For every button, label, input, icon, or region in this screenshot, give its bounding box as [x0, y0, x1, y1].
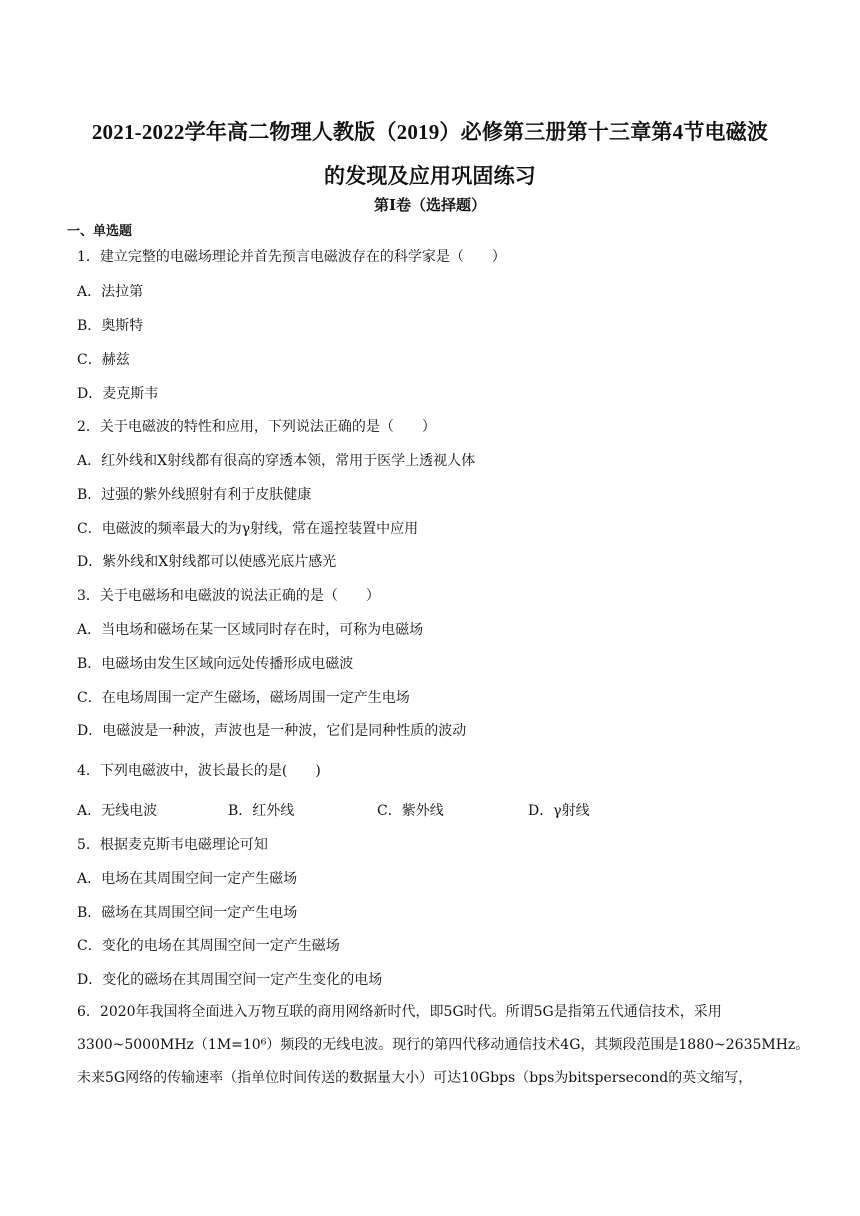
question-5-option-b: B．磁场在其周围空间一定产生电场	[77, 905, 298, 921]
question-2-stem: 2．关于电磁波的特性和应用，下列说法正确的是（ ）	[77, 419, 436, 435]
document-title-line-1: 2021-2022学年高二物理人教版（2019）必修第三册第十三章第4节电磁波	[91, 120, 769, 144]
question-6-paragraph	[77, 996, 810, 1095]
question-2-option-c: C．电磁波的频率最大的为γ射线，常在遥控装置中应用	[77, 521, 419, 537]
section-heading: 一、单选题	[67, 224, 133, 239]
question-3-option-a: A．当电场和磁场在某一区域同时存在时，可称为电磁场	[77, 622, 424, 638]
question-5-option-c: C．变化的电场在其周围空间一定产生磁场	[77, 938, 340, 954]
question-1-option-c: C．赫兹	[77, 352, 130, 368]
question-4-option-a: A．无线电波	[77, 803, 158, 819]
question-2-option-a: A．红外线和X射线都有很高的穿透本领，常用于医学上透视人体	[77, 453, 476, 469]
question-3-stem: 3．关于电磁场和电磁波的说法正确的是（ ）	[77, 588, 380, 604]
question-3-option-b: B．电磁场由发生区域向远处传播形成电磁波	[77, 656, 354, 672]
question-1-option-d: D．麦克斯韦	[77, 386, 159, 402]
question-1-stem: 1．建立完整的电磁场理论并首先预言电磁波存在的科学家是（ ）	[77, 249, 506, 265]
question-5-option-a: A．电场在其周围空间一定产生磁场	[77, 871, 298, 887]
question-5-stem: 5．根据麦克斯韦电磁理论可知	[77, 837, 268, 853]
document-title-line-2: 的发现及应用巩固练习	[324, 164, 536, 188]
question-3-option-c: C．在电场周围一定产生磁场，磁场周围一定产生电场	[77, 690, 410, 706]
question-2-option-d: D．紫外线和X射线都可以使感光底片感光	[77, 554, 337, 570]
question-1-option-b: B．奥斯特	[77, 318, 144, 334]
question-4-option-b: B．红外线	[228, 803, 295, 819]
question-6-line-1: 6．2020年我国将全面进入万物互联的商用网络新时代，即5G时代。所谓5G是指第五代通信技术，采用	[77, 1004, 722, 1020]
question-4-stem: 4．下列电磁波中，波长最长的是( )	[77, 763, 321, 779]
question-2-option-b: B．过强的紫外线照射有利于皮肤健康	[77, 487, 312, 503]
question-4-option-d: D．γ射线	[528, 803, 590, 819]
question-4-option-c: C．紫外线	[377, 803, 444, 819]
question-5-option-d: D．变化的磁场在其周围空间一定产生变化的电场	[77, 972, 383, 988]
question-3-option-d: D．电磁波是一种波，声波也是一种波，它们是同种性质的波动	[77, 723, 467, 739]
volume-heading: 第Ⅰ卷（选择题）	[373, 196, 487, 214]
question-6-line-3: 未来5G网络的传输速率（指单位时间传送的数据量大小）可达10Gbps（bps为bitspersecond的英文缩写，	[77, 1070, 753, 1086]
question-1-option-a: A．法拉第	[77, 284, 144, 300]
question-6-line-2: 3300~5000MHz（1M=10⁶）频段的无线电波。现行的第四代移动通信技术4G，其频段范围是1880~2635MHz。	[77, 1037, 810, 1053]
